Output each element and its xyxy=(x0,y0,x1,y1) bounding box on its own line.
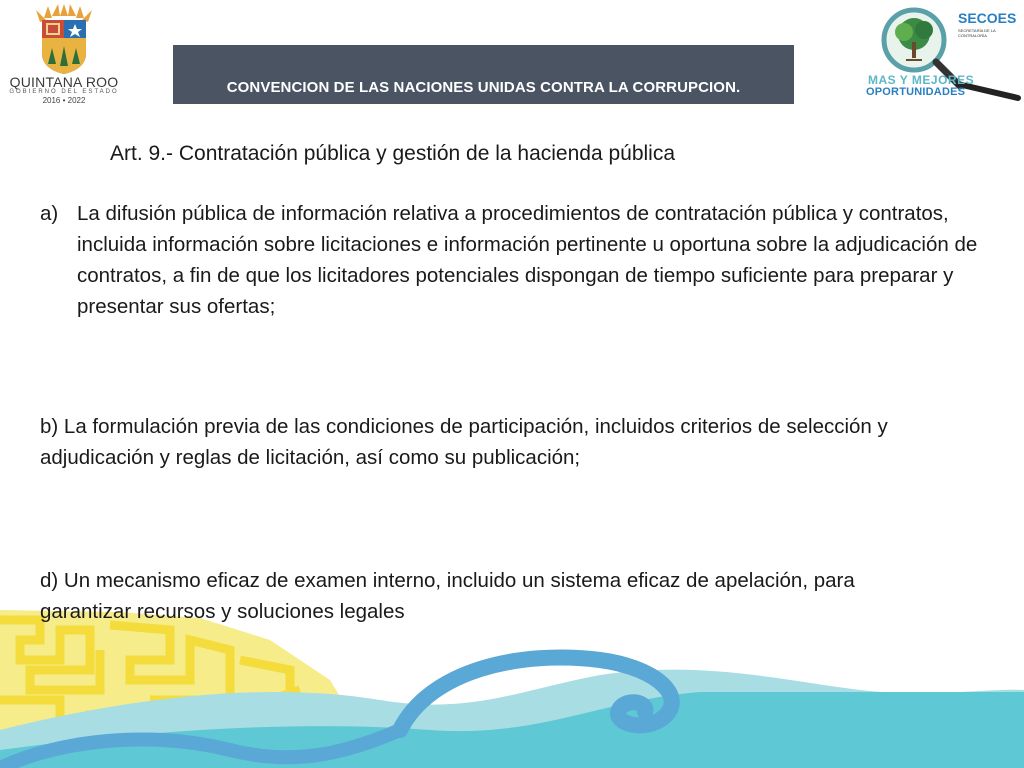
header-banner xyxy=(173,45,794,104)
logo-left-subtitle: GOBIERNO DEL ESTADO xyxy=(9,89,119,95)
list-item-d: d) Un mecanismo eficaz de examen interno, incluido un sistema eficaz de apelación, para garantizar recursos y soluciones legales xyxy=(40,569,855,623)
banner-title: CONVENCION DE LAS NACIONES UNIDAS CONTRA LA CORRUPCION. xyxy=(226,79,741,96)
logo-left-name: QUINTANA ROO xyxy=(9,74,119,90)
list-item-b: b) La formulación previa de las condiciones de participación, incluidos criterios de selección y adjudicación y reglas de licitación, así como su publicación; xyxy=(40,415,888,469)
item-a-text: La difusión pública de información relativa a procedimientos de contratación pública y contratos, incluida información sobre licitaciones e información pertinente u oportuna sobre la adjudicación de contratos, a fin de que los licitadores potenciales dispongan de tiempo suficiente para preparar y presentar sus ofertas; xyxy=(77,202,978,318)
tagline-oportunidades: OPORTUNIDADES xyxy=(866,86,966,98)
logo-left-years: 2016 • 2022 xyxy=(42,96,86,105)
secoes-brand-detail: SECRETARÍA DE LA CONTRALORÍA xyxy=(958,28,996,38)
tagline-mas-y-mejores: MAS Y MEJORES xyxy=(868,73,975,87)
item-a-marker: a) xyxy=(40,202,59,225)
secoes-logo xyxy=(862,2,1022,102)
secoes-brand: SECOES xyxy=(958,10,1017,26)
list-item-a xyxy=(40,198,980,322)
article-title: Art. 9.- Contratación pública y gestión de la hacienda pública xyxy=(110,142,676,165)
quintana-roo-logo xyxy=(8,4,120,104)
coat-of-arms-icon xyxy=(8,4,120,76)
